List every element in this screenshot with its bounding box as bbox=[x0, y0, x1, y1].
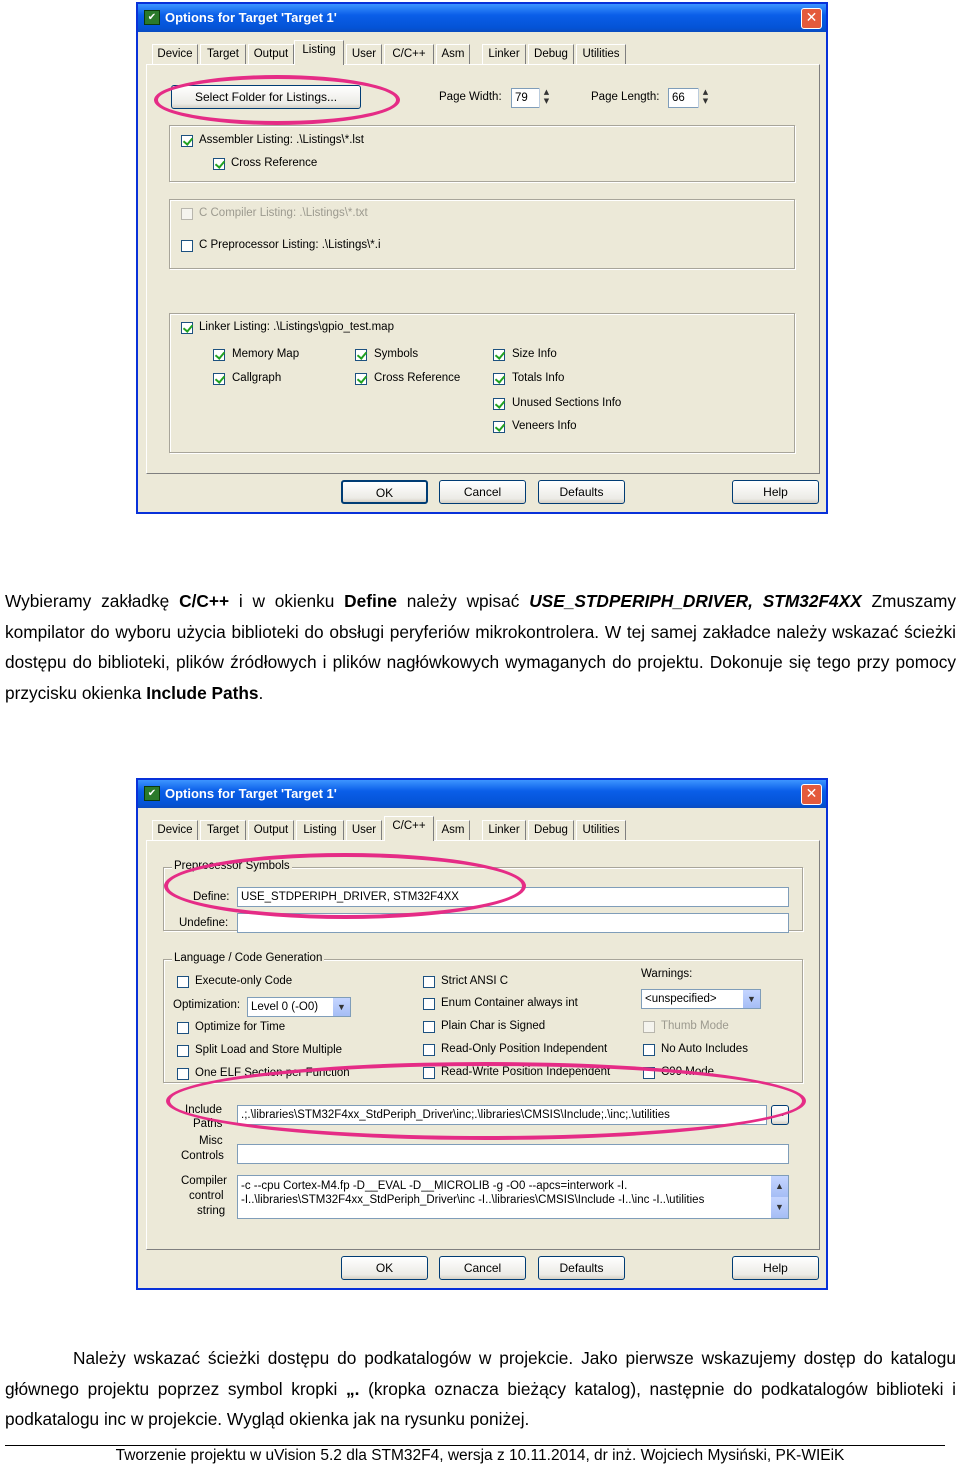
text: i w okienku bbox=[229, 591, 345, 611]
tab-asm[interactable]: Asm bbox=[436, 820, 470, 841]
tab-output[interactable]: Output bbox=[248, 44, 294, 65]
page-length-input[interactable]: 66 bbox=[668, 88, 712, 108]
c-preprocessor-listing-checkbox[interactable] bbox=[181, 240, 193, 252]
thumb-mode-checkbox[interactable] bbox=[643, 1021, 655, 1033]
app-icon: ✔ bbox=[144, 10, 160, 25]
memory-map-label: Memory Map bbox=[232, 348, 300, 360]
assembler-listing-checkbox[interactable] bbox=[181, 135, 193, 147]
compiler-line-1: -c --cpu Cortex-M4.fp -D__EVAL -D__MICROLIB -g -O0 --apcs=interwork -I. bbox=[241, 1180, 628, 1192]
dialog-title: Options for Target 'Target 1' bbox=[165, 10, 337, 25]
tab-output[interactable]: Output bbox=[248, 820, 294, 841]
tab-device[interactable]: Device bbox=[152, 820, 198, 841]
page-width-input[interactable]: 79 bbox=[511, 88, 553, 108]
close-button[interactable]: ✕ bbox=[801, 8, 822, 29]
tab-device[interactable]: Device bbox=[152, 44, 198, 65]
help-button[interactable]: Help bbox=[732, 1256, 819, 1280]
bold-text: „. bbox=[346, 1378, 360, 1399]
warnings-select[interactable] bbox=[641, 989, 761, 1009]
callgraph-checkbox[interactable] bbox=[213, 373, 225, 385]
compiler-control-label-3: string bbox=[197, 1205, 226, 1217]
enum-container-checkbox[interactable] bbox=[423, 998, 435, 1010]
split-load-label: Split Load and Store Multiple bbox=[195, 1044, 343, 1056]
page-width-label: Page Width: bbox=[439, 91, 502, 103]
scroll-down-icon[interactable]: ▼ bbox=[771, 1197, 788, 1218]
no-auto-includes-checkbox[interactable] bbox=[643, 1044, 655, 1056]
tab-utilities[interactable]: Utilities bbox=[576, 44, 626, 65]
tab-linker[interactable]: Linker bbox=[482, 820, 526, 841]
cross-reference-label: Cross Reference bbox=[231, 157, 318, 169]
language-group-label: Language / Code Generation bbox=[174, 952, 323, 964]
unused-sections-info-checkbox[interactable] bbox=[493, 398, 505, 410]
one-elf-label: One ELF Section per Function bbox=[195, 1067, 350, 1079]
optimization-select[interactable] bbox=[247, 997, 351, 1017]
rwpi-label: Read-Write Position Independent bbox=[441, 1066, 611, 1078]
plain-char-checkbox[interactable] bbox=[423, 1021, 435, 1033]
c-preprocessor-listing-label: C Preprocessor Listing: .\Listings\*.i bbox=[199, 239, 381, 251]
assembler-listing-label: Assembler Listing: .\Listings\*.lst bbox=[199, 134, 364, 146]
title-bar bbox=[138, 780, 826, 808]
app-icon: ✔ bbox=[144, 786, 160, 801]
misc-controls-label-1: Misc bbox=[199, 1135, 223, 1147]
tab-target[interactable]: Target bbox=[200, 44, 246, 65]
footer-divider bbox=[5, 1445, 945, 1446]
tab-target[interactable]: Target bbox=[200, 820, 246, 841]
totals-info-label: Totals Info bbox=[512, 372, 565, 384]
compiler-line-2: -I..\libraries\STM32F4xx_StdPeriph_Driver\inc -I..\libraries\CMSIS\Include -I..\inc -I..\utilities bbox=[241, 1194, 705, 1206]
warnings-value: <unspecified> bbox=[645, 993, 717, 1005]
c99-mode-label: C99 Mode bbox=[661, 1066, 715, 1078]
compiler-control-string bbox=[237, 1175, 789, 1219]
bold-text: Include Paths bbox=[146, 682, 259, 703]
defaults-button[interactable]: Defaults bbox=[538, 480, 625, 504]
linker-listing-checkbox[interactable] bbox=[181, 322, 193, 334]
misc-controls-label-2: Controls bbox=[181, 1150, 224, 1162]
unused-sections-info-label: Unused Sections Info bbox=[512, 397, 622, 409]
text: Należy wskazać ścieżki dostępu do podkatalogów w projekcie. Jako pierwsze wskazujemy dostęp do katalogu głównego projektu poprzez symbol kropki bbox=[5, 1348, 956, 1399]
ok-button[interactable]: OK bbox=[341, 480, 428, 504]
select-folder-button[interactable]: Select Folder for Listings... bbox=[171, 85, 361, 109]
chevron-down-icon[interactable]: ▼ bbox=[333, 998, 350, 1016]
c-compiler-listing-label: C Compiler Listing: .\Listings\*.txt bbox=[199, 207, 368, 219]
execute-only-checkbox[interactable] bbox=[177, 976, 189, 988]
memory-map-checkbox[interactable] bbox=[213, 349, 225, 361]
paragraph-2 bbox=[5, 1343, 956, 1435]
execute-only-label: Execute-only Code bbox=[195, 975, 293, 987]
c-compiler-listing-checkbox[interactable] bbox=[181, 208, 193, 220]
highlight-ellipse-include bbox=[166, 1062, 806, 1140]
cross-reference-2-label: Cross Reference bbox=[374, 372, 461, 384]
bold-text: Define bbox=[344, 591, 397, 611]
dialog-title: Options for Target 'Target 1' bbox=[165, 786, 337, 801]
veneers-info-checkbox[interactable] bbox=[493, 421, 505, 433]
size-info-label: Size Info bbox=[512, 348, 557, 360]
text: należy wpisać bbox=[397, 591, 530, 611]
include-paths-input[interactable]: .;.\libraries\STM32F4xx_StdPeriph_Driver\inc;.\libraries\CMSIS\Include;.\inc;.\utilities bbox=[237, 1105, 767, 1125]
chevron-down-icon[interactable]: ▼ bbox=[743, 990, 760, 1008]
text: (kropka oznacza bieżący katalog), następnie do podkatalogów biblioteki i podkatalogu inc w projekcie. Wygląd okienka jak na rysunku poniżej. bbox=[5, 1378, 956, 1429]
tab-linker[interactable]: Linker bbox=[482, 44, 526, 65]
compiler-control-label-1: Compiler bbox=[181, 1175, 228, 1187]
page-length-spinner[interactable]: ▲ ▼ bbox=[698, 88, 712, 108]
page-length-label: Page Length: bbox=[591, 91, 660, 103]
optimize-time-checkbox[interactable] bbox=[177, 1022, 189, 1034]
size-info-checkbox[interactable] bbox=[493, 349, 505, 361]
highlight-ellipse-define bbox=[164, 853, 526, 919]
ropi-checkbox[interactable] bbox=[423, 1044, 435, 1056]
text: Zmuszamy kompilator do wyboru użycia biblioteki do obsługi peryferiów mikrokontrolera. W tej samej zakładce należy wskazać ścieżki dostępu do biblioteki, plików źródłowych i plików nagłówkowych wymaganych do projektu. Dokonuje się tego przy pomocy przycisku okienka bbox=[5, 591, 956, 703]
close-button[interactable]: ✕ bbox=[801, 784, 822, 805]
optimization-value: Level 0 (-O0) bbox=[251, 1001, 319, 1013]
tab-asm[interactable]: Asm bbox=[436, 44, 470, 65]
page-width-spinner[interactable]: ▲ ▼ bbox=[539, 88, 553, 108]
preprocessor-symbols-label: Preprocessor Symbols bbox=[174, 860, 290, 872]
tab-listing[interactable]: Listing bbox=[294, 40, 344, 65]
cancel-button[interactable]: Cancel bbox=[439, 1256, 526, 1280]
strict-ansi-checkbox[interactable] bbox=[423, 976, 435, 988]
optimization-label: Optimization: bbox=[173, 999, 241, 1011]
defaults-button[interactable]: Defaults bbox=[538, 1256, 625, 1280]
text: Wybieramy zakładkę bbox=[5, 591, 180, 611]
veneers-info-label: Veneers Info bbox=[512, 420, 577, 432]
bold-italic-text: USE_STDPERIPH_DRIVER, STM32F4XX bbox=[529, 591, 862, 611]
cross-reference-2-checkbox[interactable] bbox=[355, 373, 367, 385]
warnings-label: Warnings: bbox=[641, 968, 693, 980]
linker-listing-label: Linker Listing: .\Listings\gpio_test.map bbox=[199, 321, 394, 333]
options-dialog-listing bbox=[136, 2, 828, 514]
tab-user[interactable]: User bbox=[346, 44, 382, 65]
ropi-label: Read-Only Position Independent bbox=[441, 1043, 608, 1055]
plain-char-label: Plain Char is Signed bbox=[441, 1020, 546, 1032]
totals-info-checkbox[interactable] bbox=[493, 373, 505, 385]
tab-debug[interactable]: Debug bbox=[528, 44, 574, 65]
bold-text: C/C++ bbox=[179, 591, 230, 611]
tab-utilities[interactable]: Utilities bbox=[576, 820, 626, 841]
options-dialog-c-cpp bbox=[136, 778, 828, 1290]
browse-include-button[interactable]: ... bbox=[771, 1105, 789, 1125]
tab-c-cpp[interactable]: C/C++ bbox=[384, 816, 434, 841]
text: . bbox=[258, 682, 264, 703]
thumb-mode-label: Thumb Mode bbox=[661, 1020, 729, 1032]
include-paths-label-1: Include bbox=[185, 1104, 223, 1116]
highlight-ellipse bbox=[154, 75, 400, 125]
tab-debug[interactable]: Debug bbox=[528, 820, 574, 841]
title-bar bbox=[138, 4, 826, 32]
compiler-control-label-2: control bbox=[189, 1190, 224, 1202]
cross-reference-checkbox[interactable] bbox=[213, 158, 225, 170]
no-auto-includes-label: No Auto Includes bbox=[661, 1043, 748, 1055]
one-elf-checkbox[interactable] bbox=[177, 1068, 189, 1080]
split-load-checkbox[interactable] bbox=[177, 1045, 189, 1057]
cancel-button[interactable]: Cancel bbox=[439, 480, 526, 504]
tab-c-cpp[interactable]: C/C++ bbox=[384, 44, 434, 65]
strict-ansi-label: Strict ANSI C bbox=[441, 975, 509, 987]
paragraph-1 bbox=[5, 586, 956, 708]
tab-listing[interactable]: Listing bbox=[296, 820, 344, 841]
page-footer: Tworzenie projektu w uVision 5.2 dla STM32F4, wersja z 10.11.2014, dr inż. Wojciech Mysiński, PK-WIEiK bbox=[115, 1447, 845, 1464]
callgraph-label: Callgraph bbox=[232, 372, 282, 384]
symbols-checkbox[interactable] bbox=[355, 349, 367, 361]
tab-user[interactable]: User bbox=[346, 820, 382, 841]
optimize-time-label: Optimize for Time bbox=[195, 1021, 286, 1033]
symbols-label: Symbols bbox=[374, 348, 419, 360]
listing-panel bbox=[146, 64, 820, 474]
enum-container-label: Enum Container always int bbox=[441, 997, 578, 1009]
include-paths-label-2: Paths bbox=[193, 1118, 223, 1130]
undefine-label: Undefine: bbox=[179, 917, 229, 929]
define-label: Define: bbox=[193, 891, 230, 903]
define-input[interactable]: USE_STDPERIPH_DRIVER, STM32F4XX bbox=[237, 887, 789, 907]
ok-button[interactable]: OK bbox=[341, 1256, 428, 1280]
help-button[interactable]: Help bbox=[732, 480, 819, 504]
scroll-up-icon[interactable]: ▲ bbox=[771, 1176, 788, 1197]
misc-controls-input[interactable] bbox=[237, 1144, 789, 1164]
